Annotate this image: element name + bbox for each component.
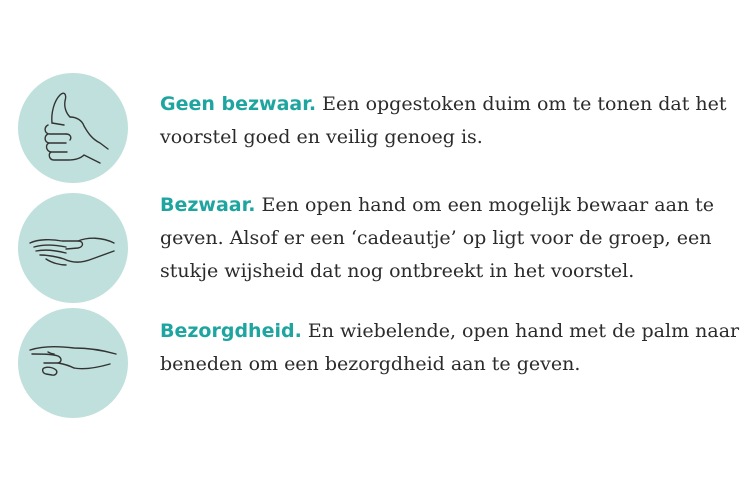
- term-label: Bezorgdheid.: [160, 320, 302, 342]
- description-body: Een open hand om een mogelijk bewaar aan te geven. Alsof er een ‘cadeautje’ op ligt voor de groep, een stukje wijsheid dat nog ontbreekt in het voorstel.: [160, 194, 715, 282]
- description-text: [160, 189, 740, 288]
- term-label: Bezwaar.: [160, 194, 256, 216]
- description-text: [160, 315, 740, 381]
- term-label: Geen bezwaar.: [160, 93, 317, 115]
- description-body: Een opgestoken duim om te tonen dat het voorstel goed en veilig genoeg is.: [160, 93, 727, 148]
- description-body: En wiebelende, open hand met de palm naar beneden om een bezorgdheid aan te geven.: [160, 320, 740, 375]
- description-text: [160, 88, 740, 154]
- open-hand-palm-up-icon: [18, 193, 128, 303]
- open-hand-palm-down-icon: [18, 308, 128, 418]
- thumbs-up-hand-icon: [18, 73, 128, 183]
